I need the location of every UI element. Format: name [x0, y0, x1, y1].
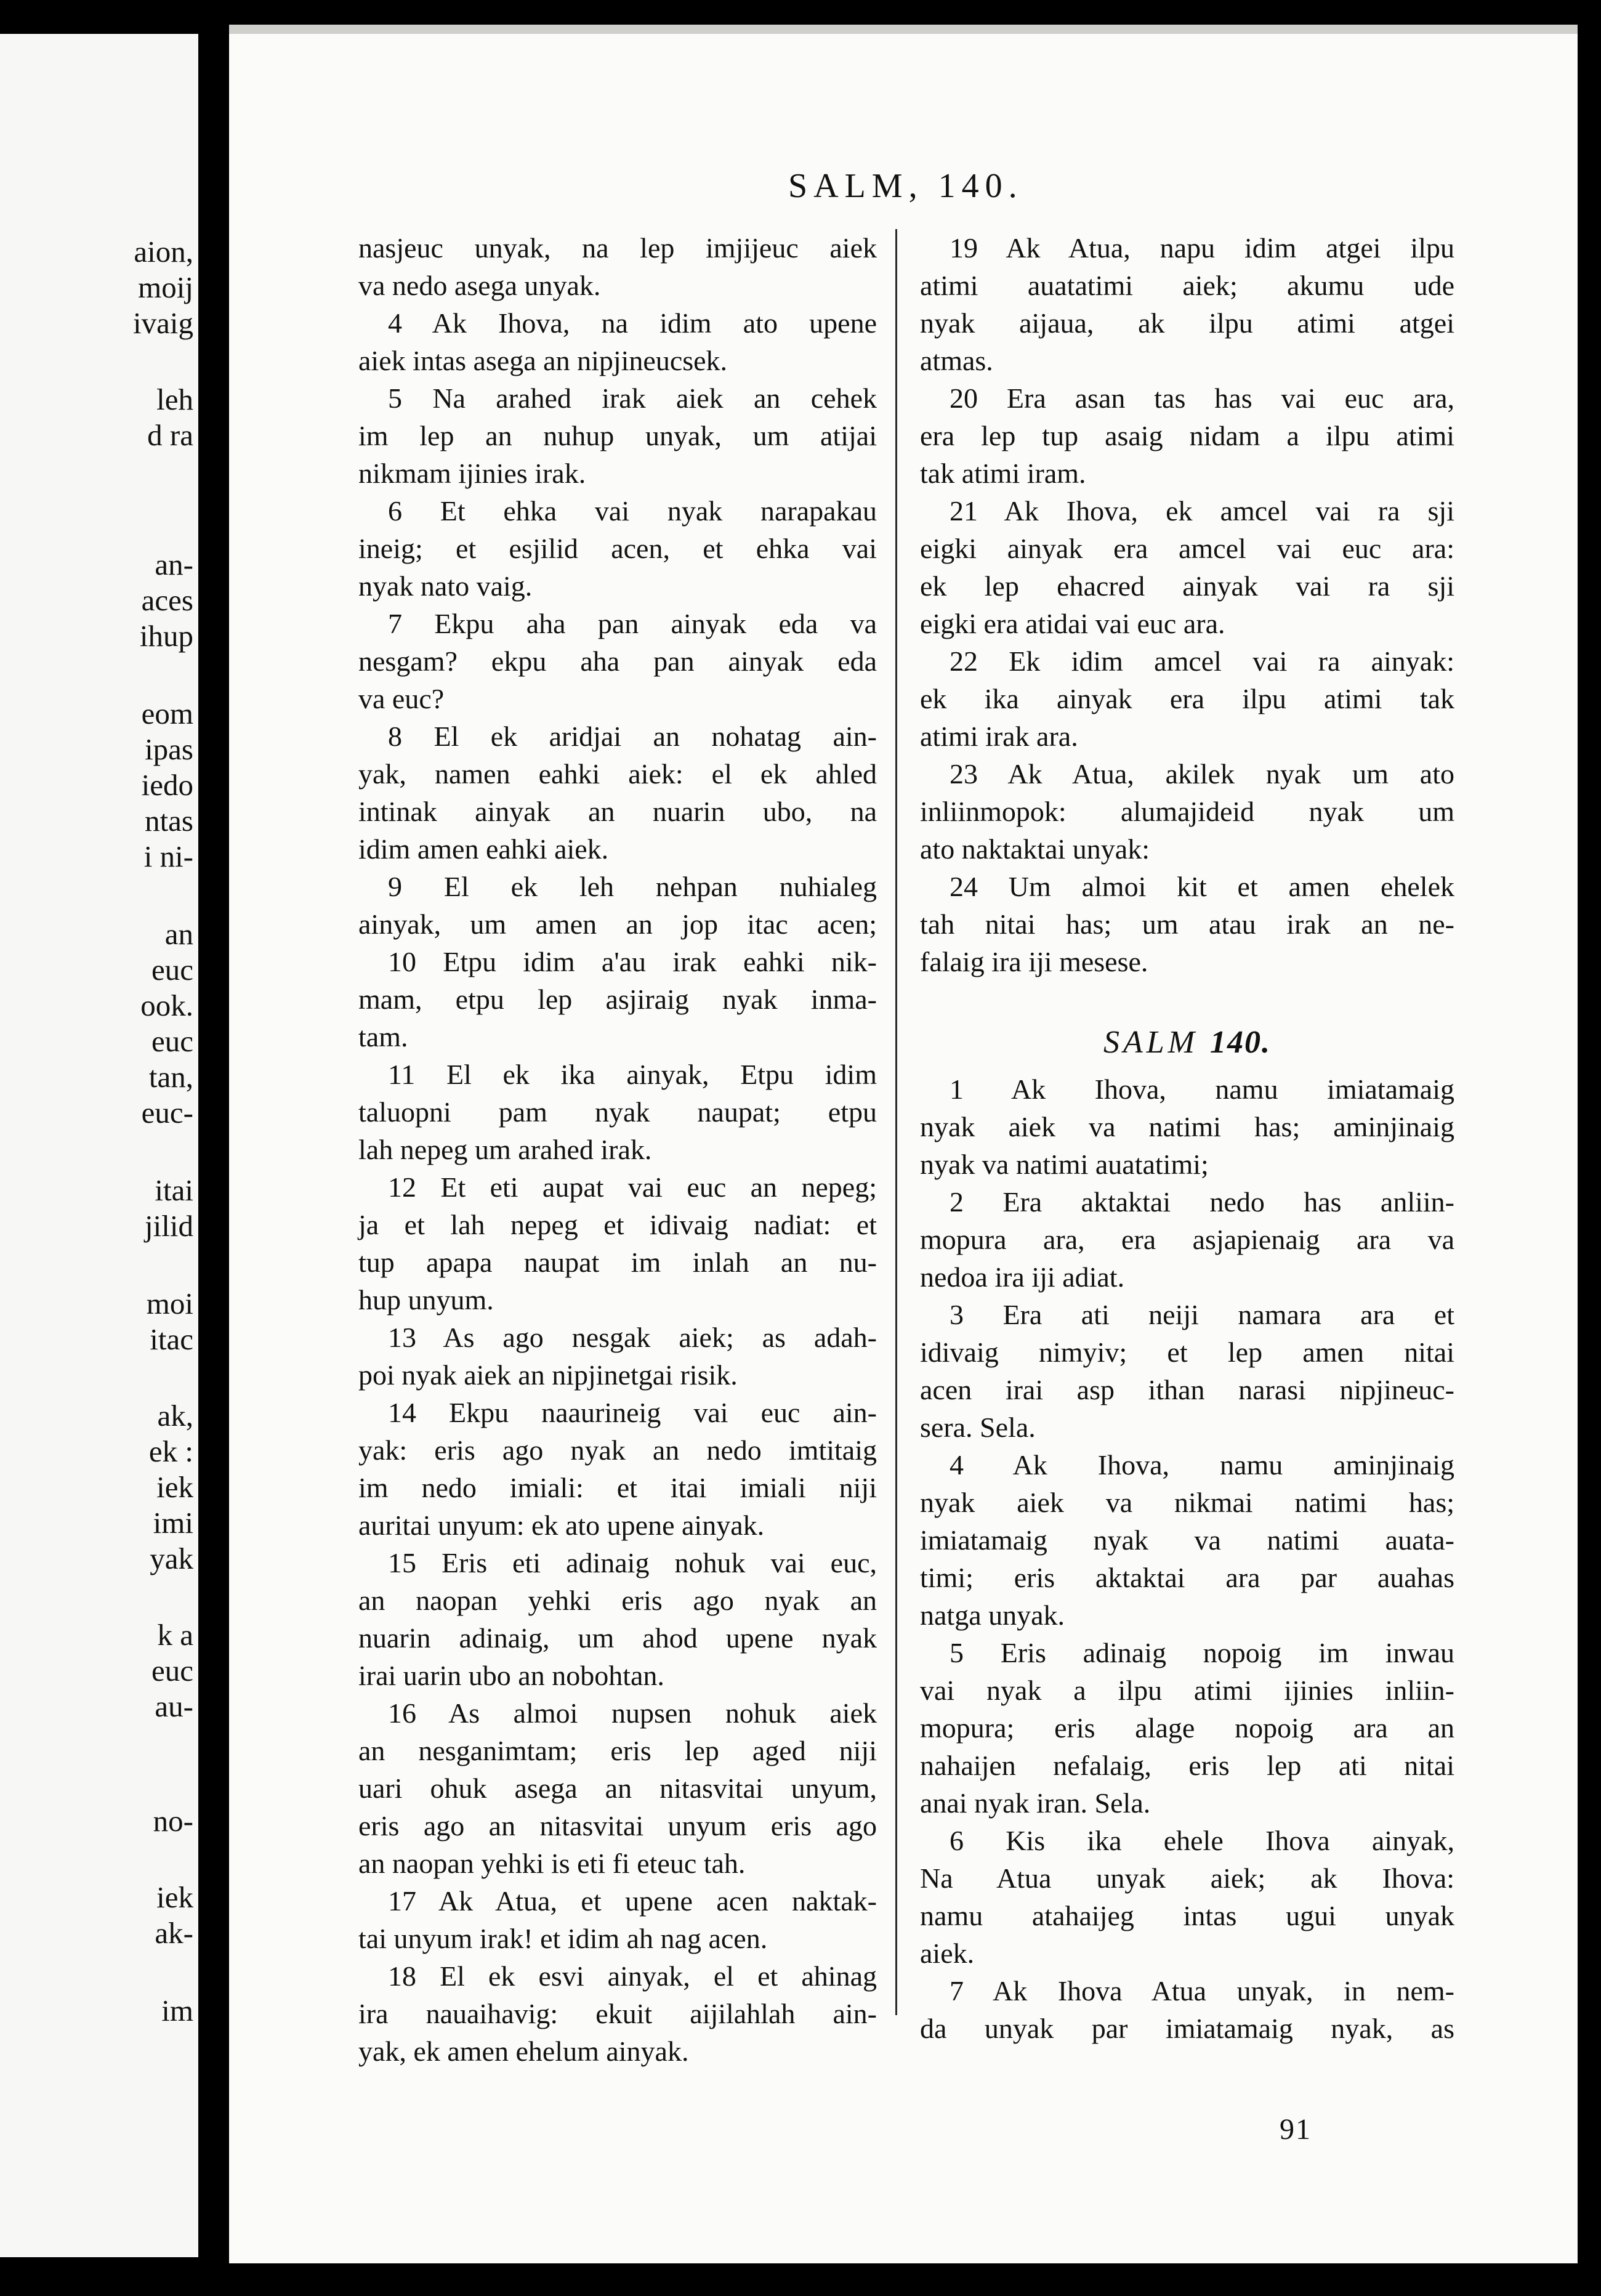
text-line: ainyak, um amen an jop itac acen; — [358, 908, 877, 940]
text-line: 21 Ak Ihova, ek amcel vai ra sji — [950, 495, 1454, 527]
facing-page-line: euc — [151, 1654, 193, 1688]
text-line: 15 Eris eti adinaig nohuk vai euc, — [388, 1547, 877, 1578]
text-line: idivaig nimyiv; et lep amen nitai — [920, 1336, 1454, 1368]
facing-page-line: eom — [141, 697, 193, 730]
text-line: da unyak par imiatamaig nyak, as — [920, 2013, 1454, 2044]
section-title — [920, 1015, 1454, 1070]
text-line: ira nauaihavig: ekuit aijilahlah ain- — [358, 1998, 877, 2029]
section-title-number: 140. — [1210, 1025, 1271, 1060]
text-line: falaig ira iji mesese. — [920, 946, 1148, 977]
text-line: va nedo asega unyak. — [358, 270, 601, 301]
text-line: mopura ara, era asjapienaig ara va — [920, 1224, 1454, 1255]
text-line: 7 Ekpu aha pan ainyak eda va — [388, 608, 877, 639]
text-line: 24 Um almoi kit et amen ehelek — [950, 871, 1454, 902]
facing-page-line: yak — [150, 1542, 193, 1575]
text-line: an naopan yehki eris ago nyak an — [358, 1585, 877, 1616]
facing-page-line: au- — [155, 1689, 193, 1723]
text-line: an nesganimtam; eris lep aged niji — [358, 1735, 877, 1766]
text-line: 8 El ek aridjai an nohatag ain- — [388, 721, 877, 752]
text-line: nikmam ijinies irak. — [358, 458, 586, 489]
text-line: yak, ek amen ehelum ainyak. — [358, 2035, 689, 2067]
text-line: inliinmopok: alumajideid nyak um — [920, 796, 1454, 827]
text-line: nyak aijaua, ak ilpu atimi atgei — [920, 307, 1454, 339]
text-line: idim amen eahki aiek. — [358, 833, 609, 865]
text-line: nedoa ira iji adiat. — [920, 1261, 1125, 1293]
text-line: timi; eris aktaktai ara par auahas — [920, 1562, 1454, 1593]
right-text-column — [920, 229, 1454, 2120]
text-line: atimi auatatimi aiek; akumu ude — [920, 270, 1454, 301]
text-line: 4 Ak Ihova, namu aminjinaig — [950, 1449, 1454, 1481]
text-line: vai nyak a ilpu atimi ijinies inliin- — [920, 1675, 1454, 1706]
text-line: ek ika ainyak era ilpu atimi tak — [920, 683, 1454, 714]
text-line: eigki era atidai vai euc ara. — [920, 608, 1225, 639]
text-line: tam. — [358, 1021, 408, 1053]
facing-page-line: no- — [153, 1804, 193, 1838]
text-line: 14 Ekpu naaurineig vai euc ain- — [388, 1397, 877, 1428]
text-line: 13 As ago nesgak aiek; as adah- — [388, 1322, 877, 1353]
text-line: 10 Etpu idim a'au irak eahki nik- — [388, 946, 877, 977]
text-line: uari ohuk asega an nitasvitai unyum, — [358, 1773, 877, 1804]
facing-page-fragment — [0, 34, 198, 2257]
facing-page-line: aces — [141, 583, 193, 617]
facing-page-line: ek : — [148, 1434, 193, 1468]
text-line: tai unyum irak! et idim ah nag acen. — [358, 1923, 768, 1954]
text-line: ato naktaktai unyak: — [920, 833, 1150, 865]
facing-page-line: an- — [155, 548, 193, 581]
facing-page-line: moi — [146, 1287, 193, 1320]
text-line: im nedo imiali: et itai imiali niji — [358, 1472, 877, 1503]
text-line: 1 Ak Ihova, namu imiatamaig — [950, 1073, 1454, 1105]
text-line: va euc? — [358, 683, 445, 714]
text-line: 7 Ak Ihova Atua unyak, in nem- — [950, 1975, 1454, 2007]
text-line: eris ago an nitasvitai unyum eris ago — [358, 1810, 877, 1841]
facing-page-line: aion, — [134, 235, 193, 269]
text-line: hup unyum. — [358, 1284, 494, 1316]
text-line: acen irai asp ithan narasi nipjineuc- — [920, 1374, 1454, 1405]
psalm-139-end — [920, 229, 1454, 980]
facing-page-line: d ra — [147, 418, 193, 452]
text-line: aiek intas asega an nipjineucsek. — [358, 345, 728, 376]
text-line: nesgam? ekpu aha pan ainyak eda — [358, 645, 877, 677]
text-line: aiek. — [920, 1938, 975, 1969]
text-line: tup apapa naupat im inlah an nu- — [358, 1247, 877, 1278]
facing-page-line: ivaig — [133, 306, 193, 340]
facing-page-line: k a — [157, 1618, 193, 1652]
running-head: SALM, 140. — [788, 167, 1023, 205]
text-line: 18 El ek esvi ainyak, el et ahinag — [388, 1960, 877, 1992]
text-line: tah nitai has; um atau irak an ne- — [920, 908, 1454, 940]
text-line: lah nepeg um arahed irak. — [358, 1134, 652, 1165]
facing-page-line: an — [164, 917, 193, 951]
text-line: nahaijen nefalaig, eris lep ati nitai — [920, 1750, 1454, 1781]
text-line: im lep an nuhup unyak, um atijai — [358, 420, 877, 451]
text-line: mopura; eris alage nopoig ara an — [920, 1712, 1454, 1744]
text-line: nyak va natimi auatatimi; — [920, 1149, 1209, 1180]
text-line: 11 El ek ika ainyak, Etpu idim — [388, 1059, 877, 1090]
facing-page-line: ipas — [145, 732, 193, 766]
facing-page-line: jilid — [145, 1209, 193, 1243]
text-line: 20 Era asan tas has vai euc ara, — [950, 382, 1454, 414]
text-line: 17 Ak Atua, et upene acen naktak- — [388, 1885, 877, 1917]
facing-page-line: ihup — [139, 619, 193, 653]
facing-page-line: itai — [155, 1173, 193, 1207]
text-line: ek lep ehacred ainyak vai ra sji — [920, 570, 1454, 602]
facing-page-line: euc- — [141, 1096, 193, 1130]
text-line: nuarin adinaig, um ahod upene nyak — [358, 1622, 877, 1654]
text-line: 9 El ek leh nehpan nuhialeg — [388, 871, 877, 902]
text-line: mam, etpu lep asjiraig nyak inma- — [358, 984, 877, 1015]
facing-page-line: ak, — [157, 1399, 193, 1433]
facing-page-line: ak- — [155, 1916, 193, 1950]
text-line: Na Atua unyak aiek; ak Ihova: — [920, 1862, 1454, 1894]
text-line: 5 Eris adinaig nopoig im inwau — [950, 1637, 1454, 1668]
facing-page-line: iedo — [141, 768, 193, 802]
facing-page-line: euc — [151, 953, 193, 987]
facing-page-line: im — [161, 1994, 193, 2027]
facing-page-line: ntas — [145, 804, 193, 838]
text-line: nyak aiek va natimi has; aminjinaig — [920, 1111, 1454, 1142]
text-line: 22 Ek idim amcel vai ra ainyak: — [950, 645, 1454, 677]
facing-page-text — [0, 34, 198, 2257]
text-line: era lep tup asaig nidam a ilpu atimi — [920, 420, 1454, 451]
text-line: 16 As almoi nupsen nohuk aiek — [388, 1697, 877, 1729]
text-line: sera. Sela. — [920, 1412, 1036, 1443]
page-number: 91 — [1280, 2113, 1312, 2146]
facing-page-line: leh — [156, 382, 193, 416]
text-line: 6 Et ehka vai nyak narapakau — [388, 495, 877, 527]
text-line: nyak nato vaig. — [358, 570, 533, 602]
text-line: atmas. — [920, 345, 993, 376]
text-line: 5 Na arahed irak aiek an cehek — [388, 382, 877, 414]
text-line: imiatamaig nyak va natimi auata- — [920, 1524, 1454, 1556]
psalm-140-text — [920, 1070, 1454, 2047]
text-line: 4 Ak Ihova, na idim ato upene — [388, 307, 877, 339]
facing-page-line: itac — [150, 1322, 193, 1356]
facing-page-line: ook. — [140, 988, 193, 1022]
facing-page-line: iek — [156, 1470, 193, 1504]
text-line: 19 Ak Atua, napu idim atgei ilpu — [950, 232, 1454, 264]
text-line: taluopni pam nyak naupat; etpu — [358, 1096, 877, 1128]
text-line: eigki ainyak era amcel vai euc ara: — [920, 533, 1454, 564]
text-line: 23 Ak Atua, akilek nyak um ato — [950, 758, 1454, 790]
left-text-column — [358, 229, 877, 2067]
facing-page-line: euc — [151, 1024, 193, 1058]
section-title-word: SALM — [1103, 1025, 1198, 1060]
facing-page-line: iek — [156, 1880, 193, 1914]
text-line: intinak ainyak an nuarin ubo, na — [358, 796, 877, 827]
text-line: an naopan yehki is eti fi eteuc tah. — [358, 1848, 746, 1879]
facing-page-line: tan, — [148, 1060, 193, 1094]
text-line: anai nyak iran. Sela. — [920, 1787, 1151, 1819]
text-line: 3 Era ati neiji namara ara et — [950, 1299, 1454, 1330]
text-line: 12 Et eti aupat vai euc an nepeg; — [388, 1171, 877, 1203]
text-line: tak atimi iram. — [920, 458, 1086, 489]
text-line: natga unyak. — [920, 1599, 1065, 1631]
text-line: 2 Era aktaktai nedo has anliin- — [950, 1186, 1454, 1218]
facing-page-line: imi — [153, 1506, 193, 1540]
text-line: namu atahaijeg intas ugui unyak — [920, 1900, 1454, 1931]
text-line: ineig; et esjilid acen, et ehka vai — [358, 533, 877, 564]
text-line: irai uarin ubo an nobohtan. — [358, 1660, 664, 1691]
facing-page-line: i ni- — [143, 839, 193, 873]
text-line: auritai unyum: ek ato upene ainyak. — [358, 1510, 765, 1541]
text-line: atimi irak ara. — [920, 721, 1078, 752]
text-line: nyak aiek va nikmai natimi has; — [920, 1487, 1454, 1518]
text-line: yak, namen eahki aiek: el ek ahled — [358, 758, 877, 790]
text-line: 6 Kis ika ehele Ihova ainyak, — [950, 1825, 1454, 1856]
text-line: ja et lah nepeg et idivaig nadiat: et — [358, 1209, 877, 1240]
section-spacer — [920, 980, 1454, 1015]
text-line: nasjeuc unyak, na lep imjijeuc aiek — [358, 232, 877, 264]
column-divider — [895, 229, 897, 2015]
text-line: poi nyak aiek an nipjinetgai risik. — [358, 1359, 738, 1391]
text-line: yak: eris ago nyak an nedo imtitaig — [358, 1434, 877, 1466]
facing-page-line: moij — [138, 270, 193, 304]
